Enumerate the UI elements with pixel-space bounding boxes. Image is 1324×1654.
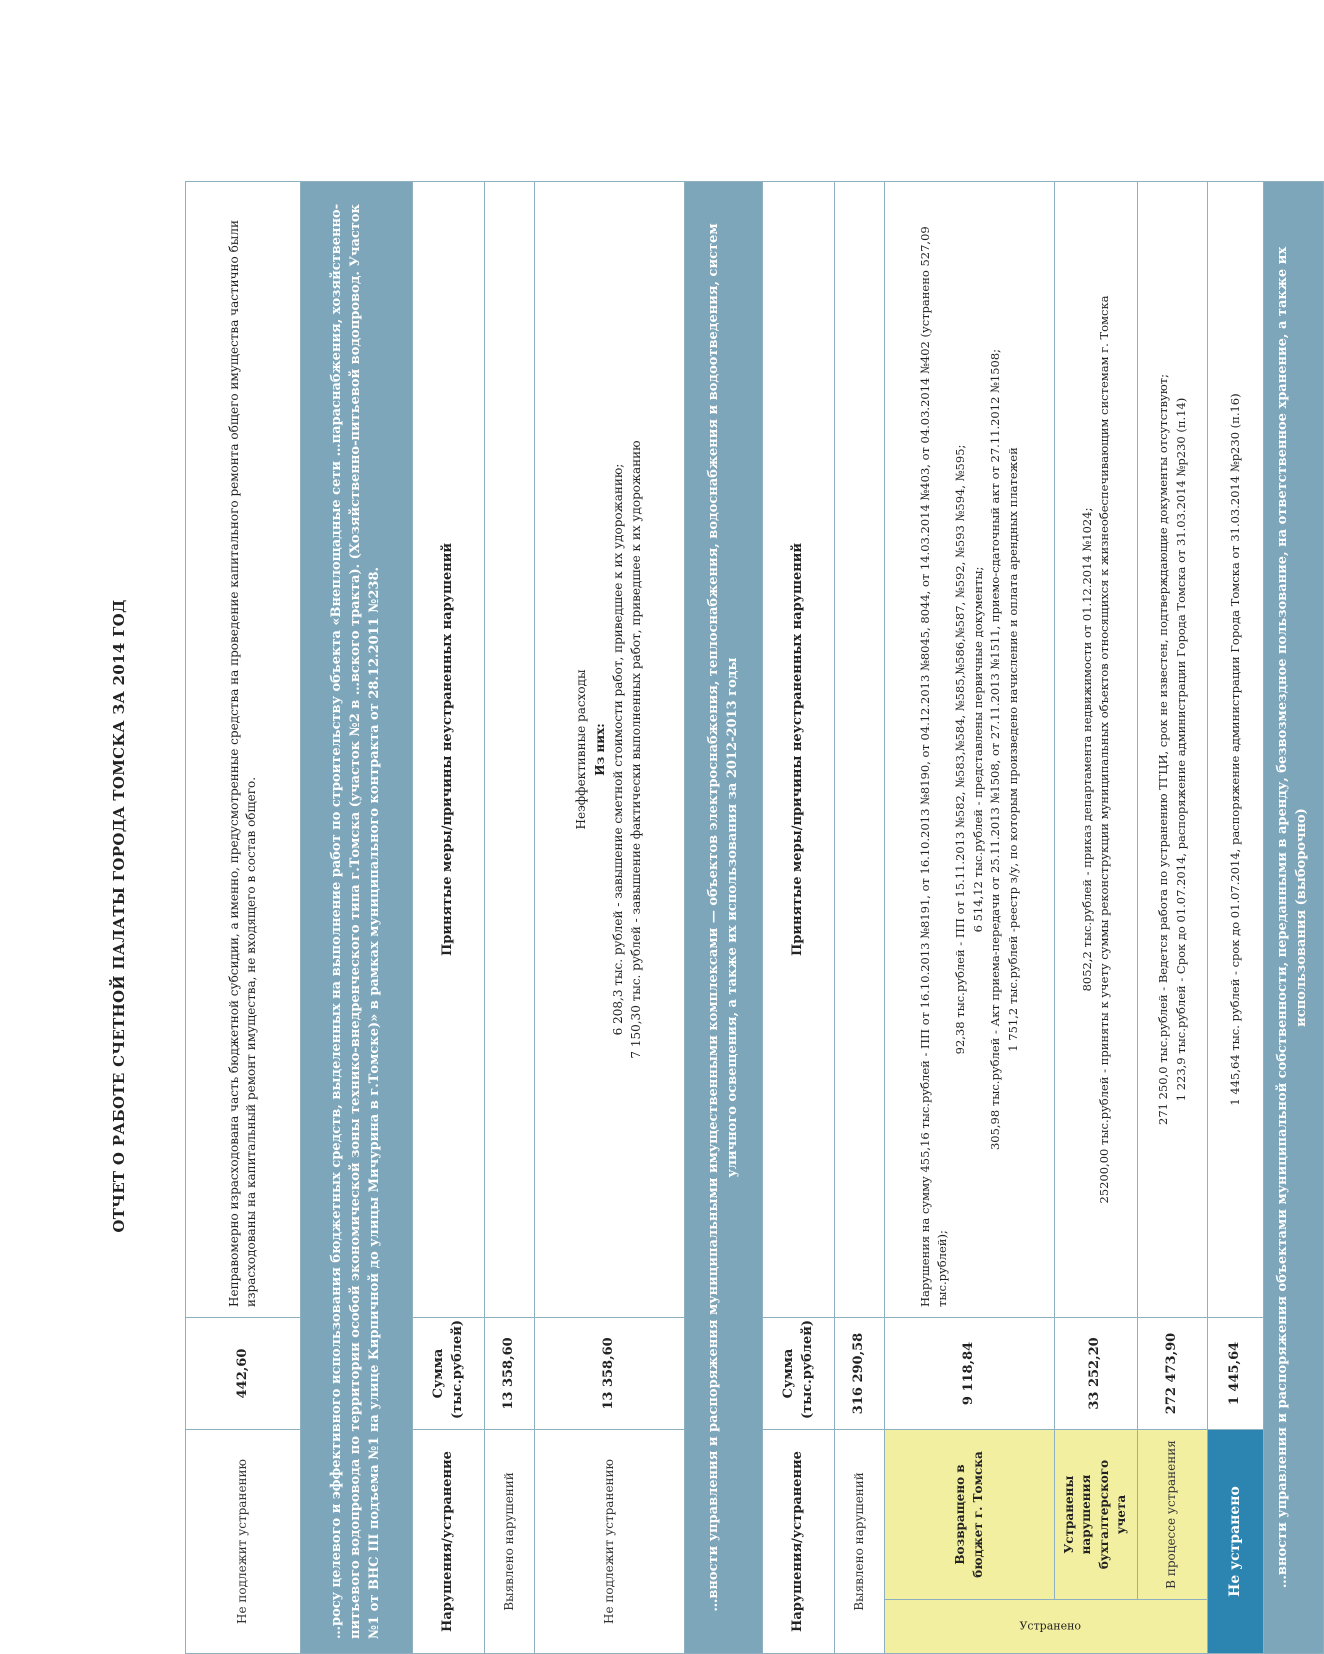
col-header-amount: Сумма (тыс.рублей) <box>413 1317 485 1429</box>
table-row <box>835 181 885 1653</box>
row-amount: 9 118,84 <box>885 1317 1055 1429</box>
table-header-row <box>763 181 835 1653</box>
row-label: Не устранено <box>1207 1429 1263 1653</box>
group-label-fixed: Устранено <box>885 1600 1208 1654</box>
row-measures <box>885 181 1055 1317</box>
row-amount: 272 473,90 <box>1137 1317 1207 1429</box>
row-label: Выявлено нарушений <box>485 1429 535 1653</box>
measure-line: 1 751,2 тыс.рублей -реестр з/у, по которым произведено начисление и оплата арендных платежей <box>1005 447 1020 1052</box>
measure-line: 6 514,12 тыс.рублей - представлены первичные документы; <box>970 566 985 933</box>
table-row <box>1055 181 1138 1653</box>
table-row <box>485 181 535 1653</box>
measure-line: 1 223,9 тыс.рублей - Срок до 01.07.2014, распоряжение администрации Города Томска от 31.03.2014 №р230 (п.14) <box>1173 397 1188 1102</box>
section-header-3: …вности управления и распоряжения объектами муниципальной собственности, переданными в аренду, безвозмездное пользование, на ответственное хранение, а также их использования (выборочно) <box>1263 181 1323 1653</box>
table-row <box>186 181 301 1653</box>
row-label: Не подлежит устранению <box>186 1429 301 1653</box>
col-header-violation: Нарушения/устранение <box>763 1429 835 1653</box>
row-measures <box>1207 181 1263 1317</box>
measure-line: 271 250,0 тыс.рублей - Ведется работа по устранению ТГЦИ, срок не известен, подтверждающие документы отсутствуют; <box>1155 374 1170 1125</box>
report-table <box>185 181 1324 1654</box>
measure-line: 25200,00 тыс.рублей - приняты к учету суммы реконструкции муниципальных объектов относящихся к жизнеобеспечивающим системам г. Томска <box>1097 295 1112 1204</box>
table-header-row <box>413 181 485 1653</box>
measure-line: 92,38 тыс.рублей - ПП от 15.11.2013 №582, №583,№584, №585,№586,№587, №592, №593 №594, №595; <box>952 444 967 1055</box>
table-row <box>1207 181 1263 1653</box>
col-header-violation: Нарушения/устранение <box>413 1429 485 1653</box>
table-row <box>535 181 685 1653</box>
row-label: Устранены нарушения бухгалтерского учета <box>1055 1429 1138 1599</box>
measure-line: Из них: <box>592 723 607 776</box>
row-measures: Неправомерно израсходована часть бюджетной субсидии, а именно, предусмотренные средства на проведение капитального ремонта общего имущества частично были израсходованы на капитальный ремонт имущества, не входящего в состав общего. <box>186 181 301 1317</box>
measure-line: 6 208,3 тыс. рублей - завышение сметной стоимости работ, приведшее к их удорожанию; <box>611 463 625 1036</box>
measure-line: 7 150,30 тыс. рублей - завышение фактически выполненных работ, приведшее к их удорожанию <box>629 440 644 1059</box>
row-amount: 13 358,60 <box>535 1317 685 1429</box>
table-row <box>1137 181 1207 1653</box>
measure-line: 8052,2 тыс.рублей - приказ департамента недвижимости от 01.12.2014 №1024; <box>1079 507 1094 992</box>
row-measures <box>485 181 535 1317</box>
measure-line: 305,98 тыс.рублей - Акт приема-передачи от 25.11.2013 №1508, от 27.11.2013 №1511, приемо-сдаточный акт от 27.11.2012 №1508; <box>988 348 1003 1151</box>
measure-line: Неэффективные расходы <box>574 669 589 830</box>
row-measures <box>1137 181 1207 1317</box>
row-measures <box>1055 181 1138 1317</box>
row-amount: 1 445,64 <box>1207 1317 1263 1429</box>
row-measures <box>535 181 685 1317</box>
measure-line: 1 445,64 тыс. рублей - срок до 01.07.2014, распоряжение администрации Города Томска от 31.03.2014 №р230 (п.16) <box>1227 393 1242 1106</box>
row-label: В процессе устранения <box>1137 1429 1207 1599</box>
row-amount: 316 290,58 <box>835 1317 885 1429</box>
measure-line: Нарушения на сумму 455,16 тыс.рублей - ПП от 16.10.2013 №8191, от 16.10.2013 №8190, от 04.12.2013 №8045, 8044, от 14.03.2014 №403, от 04.03.2014 №402 (устранено 527,09 тыс.рублей); <box>918 226 950 1307</box>
row-label: Выявлено нарушений <box>835 1429 885 1653</box>
section-header-2: …вности управления и распоряжения муниципальными имущественными комплексами — объектов электроснабжения, теплоснабжения, водоснабжения и водоотведения, систем уличного освещения, а также их использования за 2012-2013 годы <box>685 181 763 1653</box>
table-row <box>885 181 1055 1653</box>
row-label: Возвращено в бюджет г. Томска <box>885 1429 1055 1599</box>
col-header-amount: Сумма (тыс.рублей) <box>763 1317 835 1429</box>
row-label: Не подлежит устранению <box>535 1429 685 1653</box>
col-header-measures: Принятые меры/причины неустраненных нарушений <box>413 181 485 1317</box>
row-amount: 442,60 <box>186 1317 301 1429</box>
row-measures <box>835 181 885 1317</box>
row-amount: 33 252,20 <box>1055 1317 1138 1429</box>
document-title: ОТЧЕТ О РАБОТЕ СЧЕТНОЙ ПАЛАТЫ ГОРОДА ТОМСКА ЗА 2014 ГОД <box>110 599 128 1233</box>
col-header-measures: Принятые меры/причины неустраненных нарушений <box>763 181 835 1317</box>
row-amount: 13 358,60 <box>485 1317 535 1429</box>
section-header-1: …росу целевого и эффективного использования бюджетных средств, выделенных на выполнение работ по строительству объекта «Внеплощадные сети …параснабжения, хозяйственно-питьевого водопровода по территории особой экономической зоны технико-внедренческого типа г.Томска (участок №2 в …вского тракта). (Хозяйственно-питьевой водопровод. Участок №1 от ВНС III подъема №1 на улице Кирпичной до улицы Мичурина в г.Томске)» в рамках муниципального контракта от 28.12.2011 №238. <box>301 181 413 1653</box>
